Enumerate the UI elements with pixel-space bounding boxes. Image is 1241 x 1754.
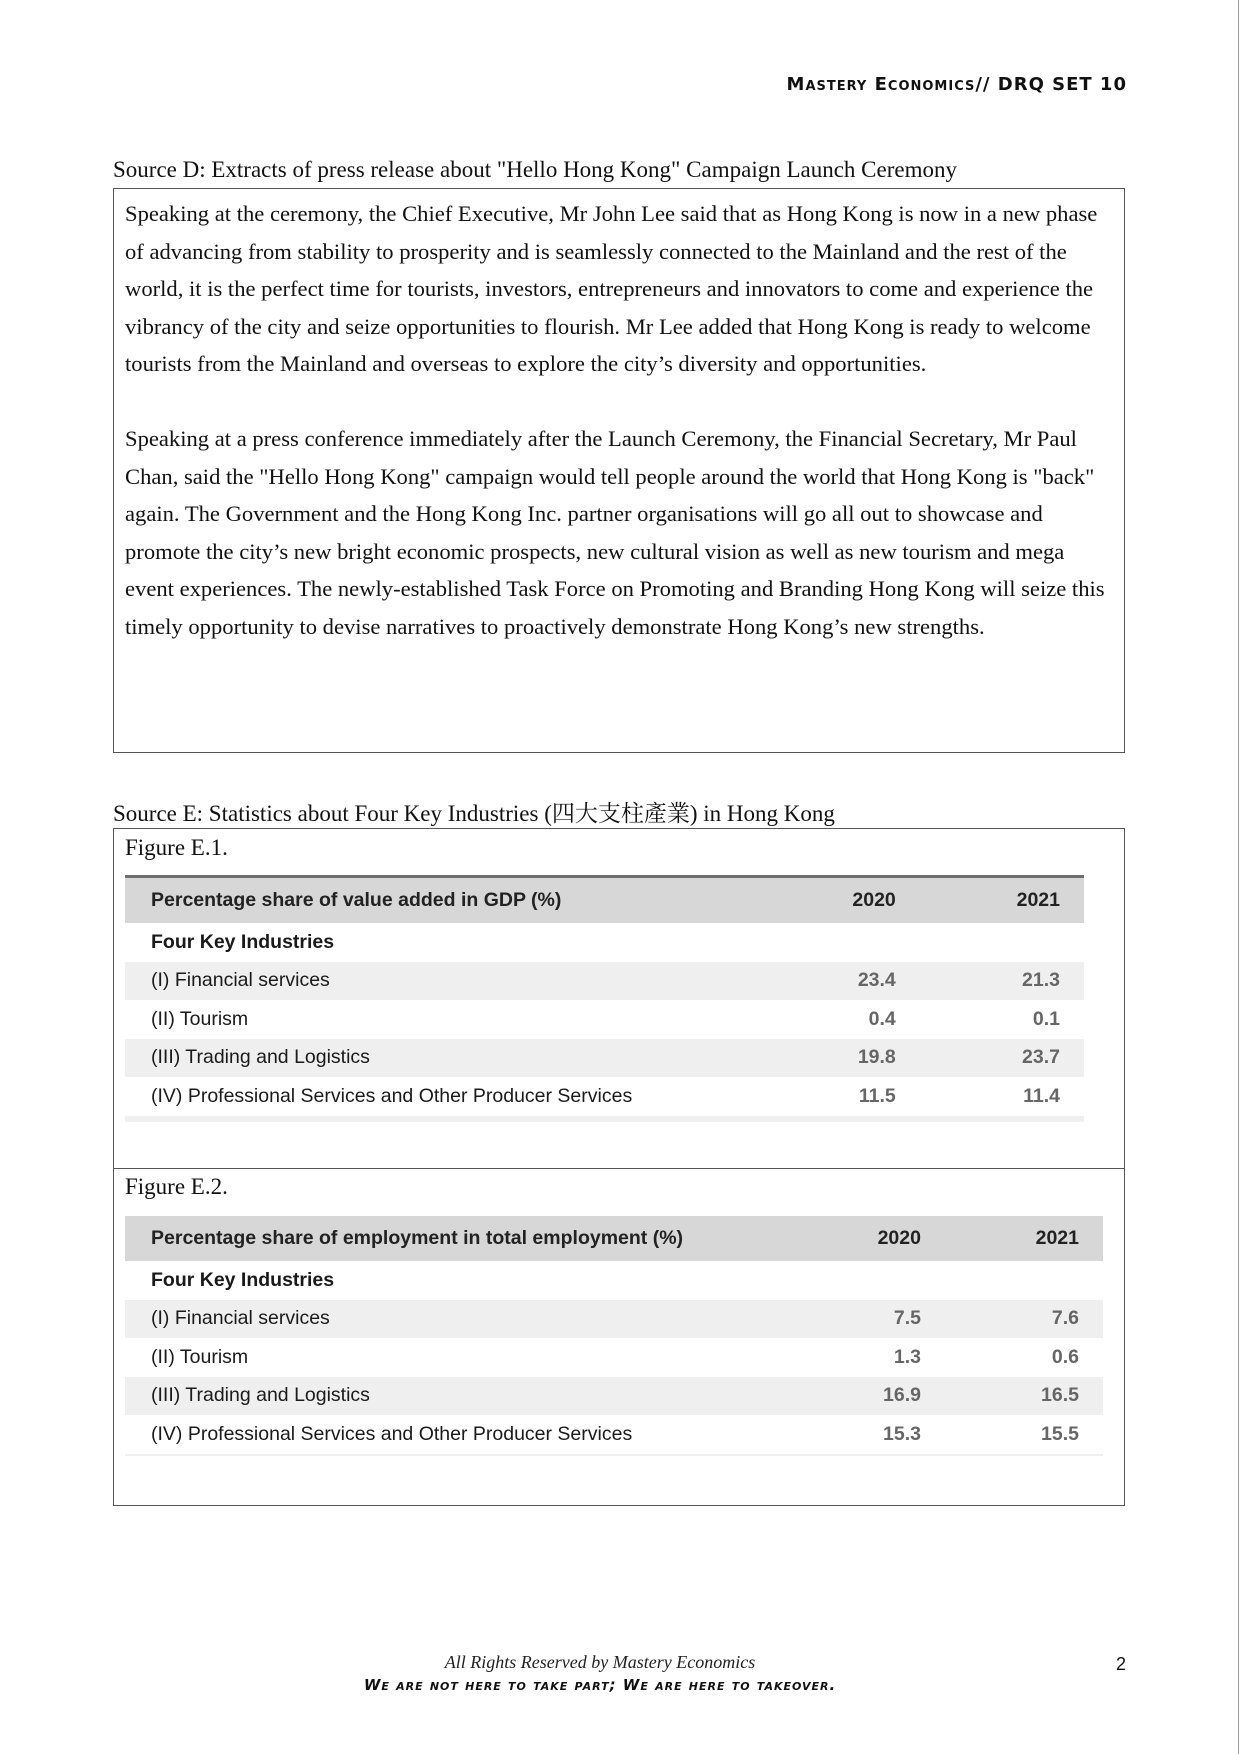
- value-2021: 16.5: [927, 1377, 1103, 1416]
- page-edge-line: [1238, 0, 1239, 1754]
- value-2020: 1.3: [751, 1338, 927, 1377]
- figure-e2-table: [125, 1216, 1103, 1456]
- running-header: Mastery Economics// DRQ SET 10: [786, 74, 1127, 95]
- column-header-2020: 2020: [720, 877, 902, 924]
- column-header-measure: Percentage share of value added in GDP (%): [125, 877, 720, 924]
- figure-e2-label: Figure E.2.: [125, 1174, 228, 1199]
- figure-e1-label: Figure E.1.: [125, 835, 228, 860]
- footer-rights: All Rights Reserved by Mastery Economics: [444, 1652, 756, 1672]
- industry-label: (II) Tourism: [125, 1000, 720, 1039]
- source-e-title: Source E: Statistics about Four Key Industries (四大支柱產業) in Hong Kong: [113, 801, 835, 826]
- source-d-box: [113, 188, 1125, 753]
- table-row: [125, 1039, 1084, 1078]
- value-2021: 23.7: [902, 1039, 1084, 1078]
- value-2021: 15.5: [927, 1415, 1103, 1454]
- table-footer-band: [125, 1454, 1103, 1456]
- table-header-row: [125, 877, 1084, 924]
- value-2021: 0.6: [927, 1338, 1103, 1377]
- source-e-box: [113, 828, 1125, 1506]
- column-header-2021: 2021: [927, 1216, 1103, 1261]
- value-2020: 16.9: [751, 1377, 927, 1416]
- figure-e2: [114, 1168, 1124, 1505]
- group-label: Four Key Industries: [125, 1261, 1103, 1300]
- industry-label: (IV) Professional Services and Other Producer Services: [125, 1415, 751, 1454]
- source-d-paragraph: Speaking at the ceremony, the Chief Executive, Mr John Lee said that as Hong Kong is now in a new phase of advancing from stability to prosperity and is seamlessly connected to the Mainland and the rest of the world, it is the perfect time for tourists, investors, entrepreneurs and innovators to come and experience the vibrancy of the city and seize opportunities to flourish. Mr Lee added that Hong Kong is ready to welcome tourists from the Mainland and overseas to explore the city’s diversity and opportunities.: [125, 201, 1098, 376]
- industry-label: (I) Financial services: [125, 962, 720, 1001]
- table-group-row: [125, 1261, 1103, 1300]
- value-2020: 23.4: [720, 962, 902, 1001]
- value-2021: 0.1: [902, 1000, 1084, 1039]
- source-d-title: Source D: Extracts of press release about "Hello Hong Kong" Campaign Launch Ceremony: [113, 157, 957, 182]
- table-row: [125, 1300, 1103, 1339]
- table-row: [125, 1377, 1103, 1416]
- group-label: Four Key Industries: [125, 923, 1084, 962]
- column-header-measure: Percentage share of employment in total employment (%): [125, 1216, 751, 1261]
- figure-e1: [114, 829, 1124, 1169]
- source-d-paragraph: Speaking at a press conference immediately after the Launch Ceremony, the Financial Secretary, Mr Paul Chan, said the "Hello Hong Kong" campaign would tell people around the world that Hong Kong is "back" again. The Government and the Hong Kong Inc. partner organisations will go all out to showcase and promote the city’s new bright economic prospects, new cultural vision as well as new tourism and mega event experiences. The newly-established Task Force on Promoting and Branding Hong Kong will seize this timely opportunity to devise narratives to proactively demonstrate Hong Kong’s new strengths.: [125, 426, 1105, 639]
- table-row: [125, 1000, 1084, 1039]
- industry-label: (III) Trading and Logistics: [125, 1377, 751, 1416]
- figure-e1-table: [125, 875, 1084, 1122]
- table-row: [125, 962, 1084, 1001]
- table-footer-band: [125, 1116, 1084, 1122]
- table-row: [125, 1415, 1103, 1454]
- page-number: 2: [1116, 1654, 1127, 1674]
- table-row: [125, 1077, 1084, 1116]
- value-2020: 15.3: [751, 1415, 927, 1454]
- industry-label: (II) Tourism: [125, 1338, 751, 1377]
- value-2020: 7.5: [751, 1300, 927, 1339]
- value-2021: 7.6: [927, 1300, 1103, 1339]
- value-2020: 19.8: [720, 1039, 902, 1078]
- value-2020: 0.4: [720, 1000, 902, 1039]
- table-group-row: [125, 923, 1084, 962]
- industry-label: (I) Financial services: [125, 1300, 751, 1339]
- industry-label: (III) Trading and Logistics: [125, 1039, 720, 1078]
- value-2021: 21.3: [902, 962, 1084, 1001]
- column-header-2021: 2021: [902, 877, 1084, 924]
- value-2021: 11.4: [902, 1077, 1084, 1116]
- value-2020: 11.5: [720, 1077, 902, 1116]
- industry-label: (IV) Professional Services and Other Producer Services: [125, 1077, 720, 1116]
- table-row: [125, 1338, 1103, 1377]
- column-header-2020: 2020: [751, 1216, 927, 1261]
- footer-motto: We are not here to take part; We are here to takeover.: [363, 1676, 837, 1694]
- table-header-row: [125, 1216, 1103, 1261]
